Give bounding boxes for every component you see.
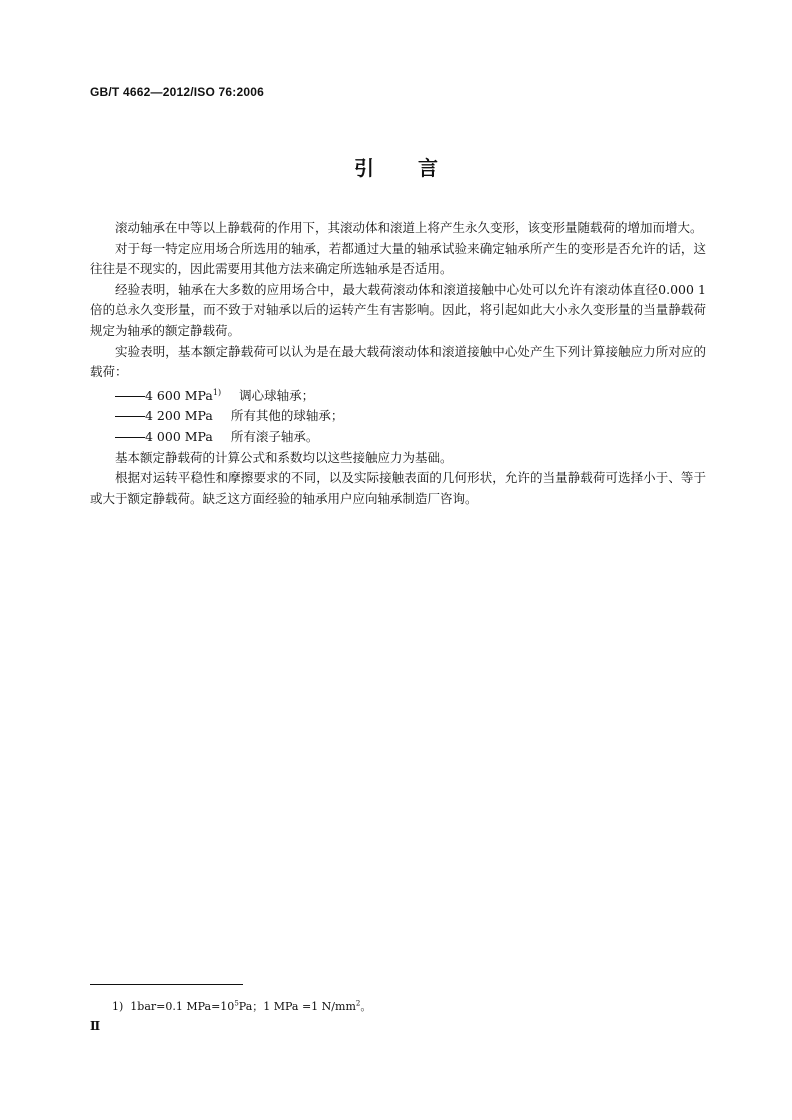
list-item-value: 4 600 MPa <box>145 387 213 403</box>
paragraph-5: 基本额定静载荷的计算公式和系数均以这些接触应力为基础。 <box>115 449 453 465</box>
footnote-exponent: 5 <box>234 999 239 1008</box>
footnote-exponent-2: 2 <box>355 999 361 1008</box>
dash-mark <box>115 437 145 438</box>
footnote-ref: 1) <box>212 387 222 397</box>
list-item-value: 4 200 MPa <box>145 408 213 424</box>
footnote-text-a: 1bar=0.1 MPa=10 <box>130 1000 235 1013</box>
page-number: Ⅱ <box>90 1019 101 1033</box>
list-item-desc: 所有其他的球轴承； <box>230 408 344 424</box>
document-body <box>90 218 706 509</box>
footnote-text-c: 。 <box>360 1000 372 1013</box>
list-item <box>90 383 706 407</box>
standard-header: GB/T 4662—2012/ISO 76:2006 <box>90 85 264 99</box>
paragraph-4: 实验表明，基本额定静载荷可以认为是在最大载荷滚动体和滚道接触中心处产生下列计算接触应力所对应的载荷： <box>90 343 706 380</box>
paragraph-1: 滚动轴承在中等以上静载荷的作用下，其滚动体和滚道上将产生永久变形，该变形量随载荷的增加而增大。 <box>115 220 703 235</box>
dash-mark <box>115 416 145 417</box>
list-item-value: 4 000 MPa <box>145 428 213 444</box>
dash-mark <box>115 396 145 397</box>
list-item-desc: 调心球轴承； <box>239 387 315 403</box>
footnote-text-b: Pa；1 MPa =1 N/mm <box>238 1000 356 1013</box>
footnote <box>112 998 371 1014</box>
list-item <box>90 427 706 448</box>
footnote-divider <box>90 984 243 985</box>
footnote-mark: 1) <box>112 1000 124 1013</box>
list-item-desc: 所有滚子轴承。 <box>230 428 319 444</box>
paragraph-3: 经验表明，轴承在大多数的应用场合中，最大载荷滚动体和滚道接触中心处可以允许有滚动体直径0.000 1倍的总永久变形量，而不致于对轴承以后的运转产生有害影响。因此，将引起如此大小永久变形量的当量静载荷规定为轴承的额定静载荷。 <box>90 281 706 338</box>
list-item <box>90 406 706 427</box>
paragraph-6: 根据对运转平稳性和摩擦要求的不同，以及实际接触表面的几何形状，允许的当量静载荷可选择小于、等于或大于额定静载荷。缺乏这方面经验的轴承用户应向轴承制造厂咨询。 <box>90 470 706 506</box>
page-title: 引言 <box>354 156 482 180</box>
paragraph-2: 对于每一特定应用场合所选用的轴承，若都通过大量的轴承试验来确定轴承所产生的变形是否允许的话，这往往是不现实的，因此需要用其他方法来确定所选轴承是否适用。 <box>90 240 706 277</box>
